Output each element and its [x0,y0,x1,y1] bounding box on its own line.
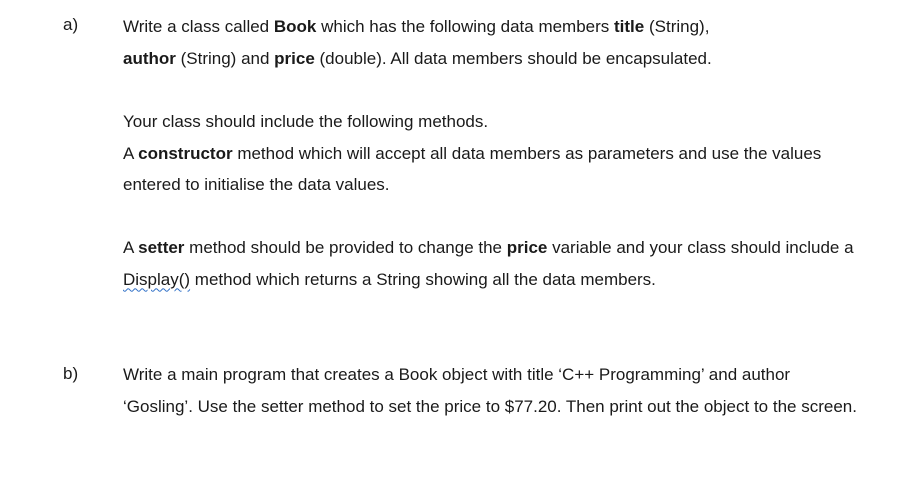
p3-text-1: A [123,238,139,257]
question-a-paragraph-1 [123,11,863,74]
p2-line-1: Your class should include the following methods. [123,112,489,131]
p1-text-1: Write a class called [123,17,274,36]
p1-bold-author: author [123,48,176,68]
p2-text-2: method which will accept all data members as parameters and use the values entered to initialise the data values. [123,143,822,194]
p1-text-3: (String), [644,17,710,36]
p1-bold-price: price [274,48,315,68]
p3-bold-setter: setter [138,238,185,257]
p1-text-5: (double). All data members should be encapsulated. [314,48,712,68]
p2-text-1: A [123,143,139,163]
question-a-paragraph-3 [123,232,863,295]
display-method-spellcheck: Display() [123,269,191,289]
question-b-paragraph: Write a main program that creates a Book object with title ‘C++ Programming’ and author ‘Gosling’. Use the setter method to set the price to $77.20. Then print out the object to the screen. [123,365,857,416]
p3-bold-price: price [506,238,548,257]
question-a-paragraph-2 [123,106,863,201]
p3-text-4: method which returns a String showing all the data members. [190,269,656,289]
p3-text-2: method should be provided to change the [184,238,507,257]
p2-bold-constructor: constructor [138,143,233,163]
question-a-marker: a) [63,15,79,34]
p3-text-3: variable and your class should include a [547,238,854,257]
p1-text-4: (String) and [175,48,275,68]
question-b-marker: b) [63,364,79,383]
p1-bold-book: Book [273,17,317,36]
p1-bold-title: title [614,17,645,36]
p1-text-2: which has the following data members [316,17,615,36]
